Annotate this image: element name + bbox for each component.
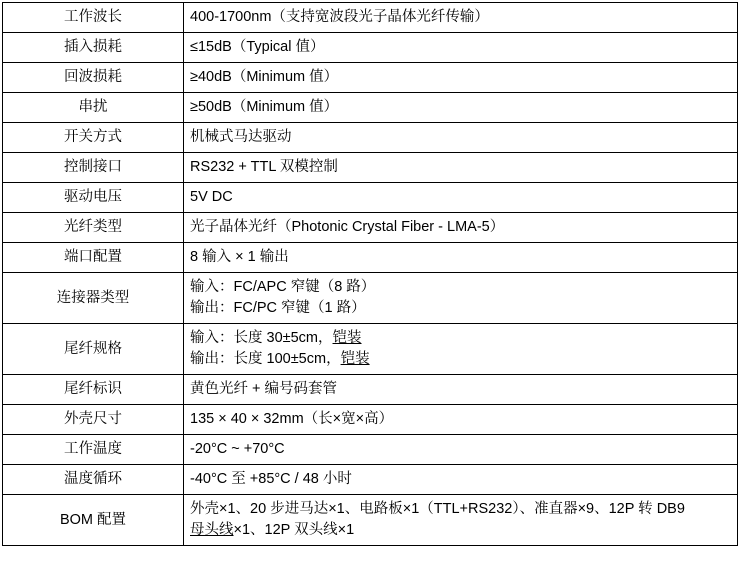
row-value bbox=[184, 465, 738, 495]
row-label: 光纤类型 bbox=[3, 213, 184, 243]
underlined-term: 母头线 bbox=[190, 522, 234, 539]
value-line: 5V DC bbox=[190, 189, 233, 206]
value-line: 输入：长度 30±5cm，铠装 bbox=[190, 330, 362, 347]
value-line: -20°C ~ +70°C bbox=[190, 441, 285, 458]
table-row bbox=[3, 324, 738, 375]
row-label: 尾纤规格 bbox=[3, 324, 184, 375]
row-label: BOM 配置 bbox=[3, 495, 184, 546]
row-value bbox=[184, 273, 738, 324]
row-value bbox=[184, 375, 738, 405]
row-value bbox=[184, 3, 738, 33]
value-line: RS232 + TTL 双模控制 bbox=[190, 159, 338, 176]
value-line: 母头线×1、12P 双头线×1 bbox=[190, 522, 355, 539]
value-line: 输入：FC/APC 窄键（8 路） bbox=[190, 279, 376, 296]
table-row bbox=[3, 495, 738, 546]
underlined-term: 铠装 bbox=[332, 330, 362, 347]
row-label: 开关方式 bbox=[3, 123, 184, 153]
spec-sheet bbox=[0, 2, 740, 566]
value-line: 8 输入 × 1 输出 bbox=[190, 249, 289, 266]
row-label: 驱动电压 bbox=[3, 183, 184, 213]
value-line: 输出：长度 100±5cm，铠装 bbox=[190, 351, 370, 368]
table-row bbox=[3, 123, 738, 153]
value-line: ≥50dB（Minimum 值） bbox=[190, 99, 339, 116]
value-line: 光子晶体光纤（Photonic Crystal Fiber - LMA-5） bbox=[190, 219, 505, 236]
table-row bbox=[3, 213, 738, 243]
underlined-term: 铠装 bbox=[340, 351, 370, 368]
specification-table bbox=[2, 2, 738, 546]
value-line: 400-1700nm（支持宽波段光子晶体光纤传输） bbox=[190, 9, 489, 25]
table-row bbox=[3, 3, 738, 33]
row-label: 外壳尺寸 bbox=[3, 405, 184, 435]
row-label: 回波损耗 bbox=[3, 63, 184, 93]
value-line: 外壳×1、20 步进马达×1、电路板×1（TTL+RS232）、准直器×9、12P 转 DB9 bbox=[190, 501, 685, 518]
row-value bbox=[184, 63, 738, 93]
row-value bbox=[184, 213, 738, 243]
row-label: 插入损耗 bbox=[3, 33, 184, 63]
value-line: ≤15dB（Typical 值） bbox=[190, 39, 325, 56]
table-row bbox=[3, 243, 738, 273]
table-row bbox=[3, 375, 738, 405]
row-label: 尾纤标识 bbox=[3, 375, 184, 405]
table-row bbox=[3, 435, 738, 465]
row-value bbox=[184, 243, 738, 273]
row-label: 温度循环 bbox=[3, 465, 184, 495]
row-label: 串扰 bbox=[3, 93, 184, 123]
table-row bbox=[3, 465, 738, 495]
table-row bbox=[3, 33, 738, 63]
value-line: 黄色光纤 + 编号码套管 bbox=[190, 381, 338, 398]
row-value bbox=[184, 123, 738, 153]
row-value bbox=[184, 153, 738, 183]
table-row bbox=[3, 273, 738, 324]
value-line: ≥40dB（Minimum 值） bbox=[190, 69, 339, 86]
table-row bbox=[3, 153, 738, 183]
row-value bbox=[184, 324, 738, 375]
table-row bbox=[3, 63, 738, 93]
row-label: 控制接口 bbox=[3, 153, 184, 183]
row-value bbox=[184, 183, 738, 213]
table-row bbox=[3, 183, 738, 213]
table-row bbox=[3, 93, 738, 123]
row-label: 工作温度 bbox=[3, 435, 184, 465]
value-line: -40°C 至 +85°C / 48 小时 bbox=[190, 471, 352, 488]
row-label: 工作波长 bbox=[3, 3, 184, 33]
table-row bbox=[3, 405, 738, 435]
value-line: 机械式马达驱动 bbox=[190, 129, 292, 146]
row-value bbox=[184, 435, 738, 465]
row-value bbox=[184, 405, 738, 435]
value-line: 135 × 40 × 32mm（长×宽×高） bbox=[190, 411, 394, 428]
row-value bbox=[184, 93, 738, 123]
row-value bbox=[184, 495, 738, 546]
row-label: 连接器类型 bbox=[3, 273, 184, 324]
row-label: 端口配置 bbox=[3, 243, 184, 273]
row-value bbox=[184, 33, 738, 63]
value-line: 输出：FC/PC 窄键（1 路） bbox=[190, 300, 366, 317]
